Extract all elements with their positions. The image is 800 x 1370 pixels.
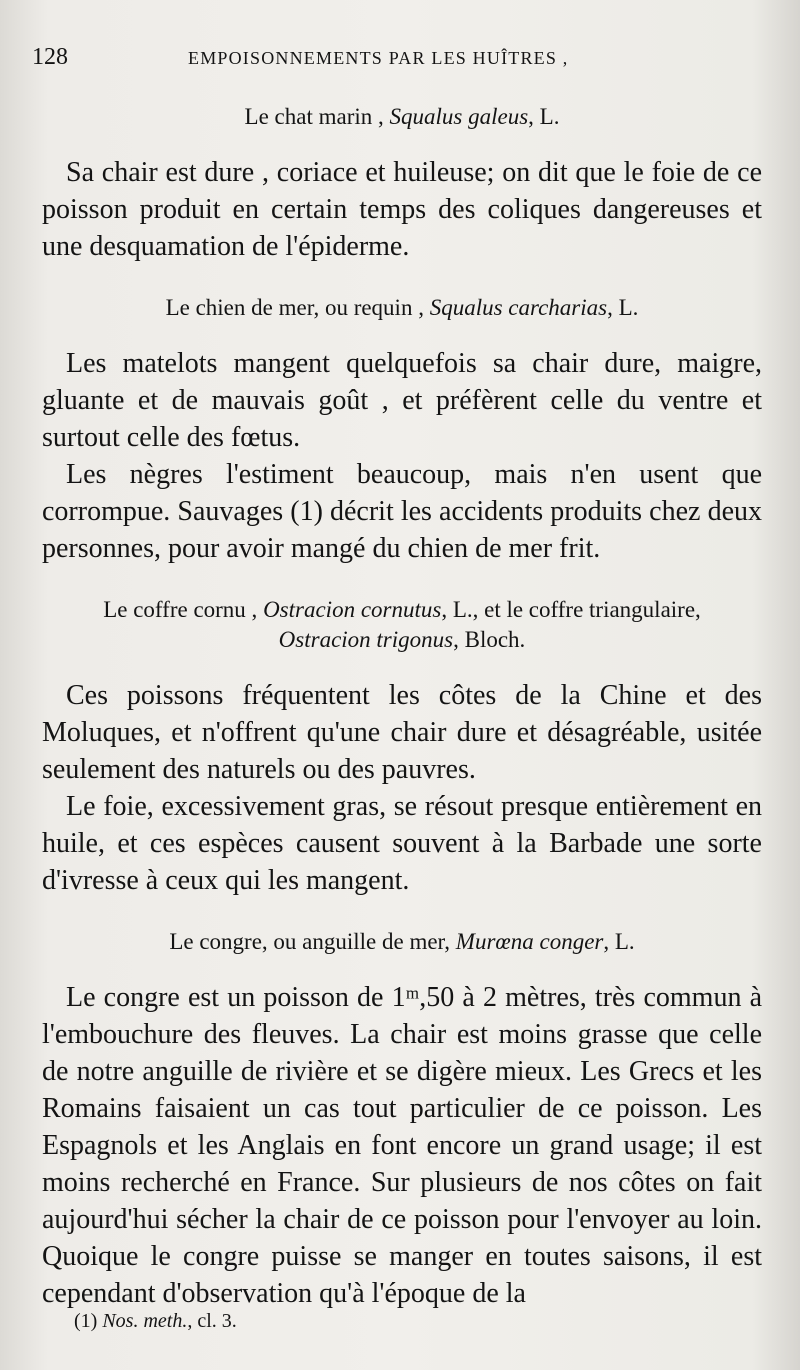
- paragraph: Ces poissons fréquentent les côtes de la Chine et des Moluques, et n'offrent qu'une chair dure et désagréable, usitée seulement des naturels ou des pauvres.: [42, 680, 762, 785]
- species-name: Ostracion trigonus: [278, 627, 454, 652]
- species-name: Ostracion cornutus: [263, 597, 442, 622]
- section-heading-chat-marin: Le chat marin , Squalus galeus, L.: [244, 104, 560, 129]
- section-heading-chien-de-mer: Le chien de mer, ou requin , Squalus carcharias, L.: [165, 295, 639, 320]
- paragraph: Le foie, excessivement gras, se résout presque entièrement en huile, et ces espèces causent souvent à la Barbade une sorte d'ivresse à ceux qui les mangent.: [42, 791, 762, 896]
- footnote: (1) Nos. meth., cl. 3.: [74, 1310, 237, 1332]
- species-name: Squalus carcharias: [429, 295, 608, 320]
- footnote-marker: (1): [74, 1310, 98, 1332]
- paragraph: Sa chair est dure , coriace et huileuse; on dit que le foie de ce poisson produit en certain temps des coliques dangereuses et une desquamation de l'épiderme.: [42, 157, 762, 262]
- paragraph: Les matelots mangent quelquefois sa chair dure, maigre, gluante et de mauvais goût , et préfèrent celle du ventre et surtout celle des fœtus.: [42, 348, 762, 453]
- section-heading-congre: Le congre, ou anguille de mer, Murœna conger, L.: [169, 929, 635, 954]
- footnote-reference: Nos. meth.: [102, 1310, 188, 1332]
- running-head: EMPOISONNEMENTS PAR LES HUÎTRES ,: [188, 48, 569, 68]
- paragraph: Le congre est un poisson de 1ᵐ,50 à 2 mètres, très commun à l'embouchure des fleuves. La chair est moins grasse que celle de notre anguille de rivière et se digère mieux. Les Grecs et les Romains faisaient un cas tout particulier de ce poisson. Les Espagnols et les Anglais en font encore un grand usage; il est moins recherché en France. Sur plusieurs de nos côtes on fait aujourd'hui sécher la chair de ce poisson pour l'envoyer au loin. Quoique le congre puisse se manger en toutes saisons, il est cependant d'observation qu'à l'époque de la: [42, 982, 762, 1309]
- page-body: [42, 92, 762, 1312]
- paragraph: Les nègres l'estiment beaucoup, mais n'en usent que corrompue. Sauvages (1) décrit les accidents produits chez deux personnes, pour avoir mangé du chien de mer frit.: [42, 459, 762, 564]
- species-name: Squalus galeus: [389, 104, 529, 129]
- page-number: 128: [32, 44, 68, 70]
- species-name: Murœna conger: [455, 929, 604, 954]
- page-header: [32, 38, 760, 78]
- section-heading-coffre: Le coffre cornu , Ostracion cornutus, L., et le coffre triangulaire, Ostracion trigonus, Bloch.: [103, 597, 701, 652]
